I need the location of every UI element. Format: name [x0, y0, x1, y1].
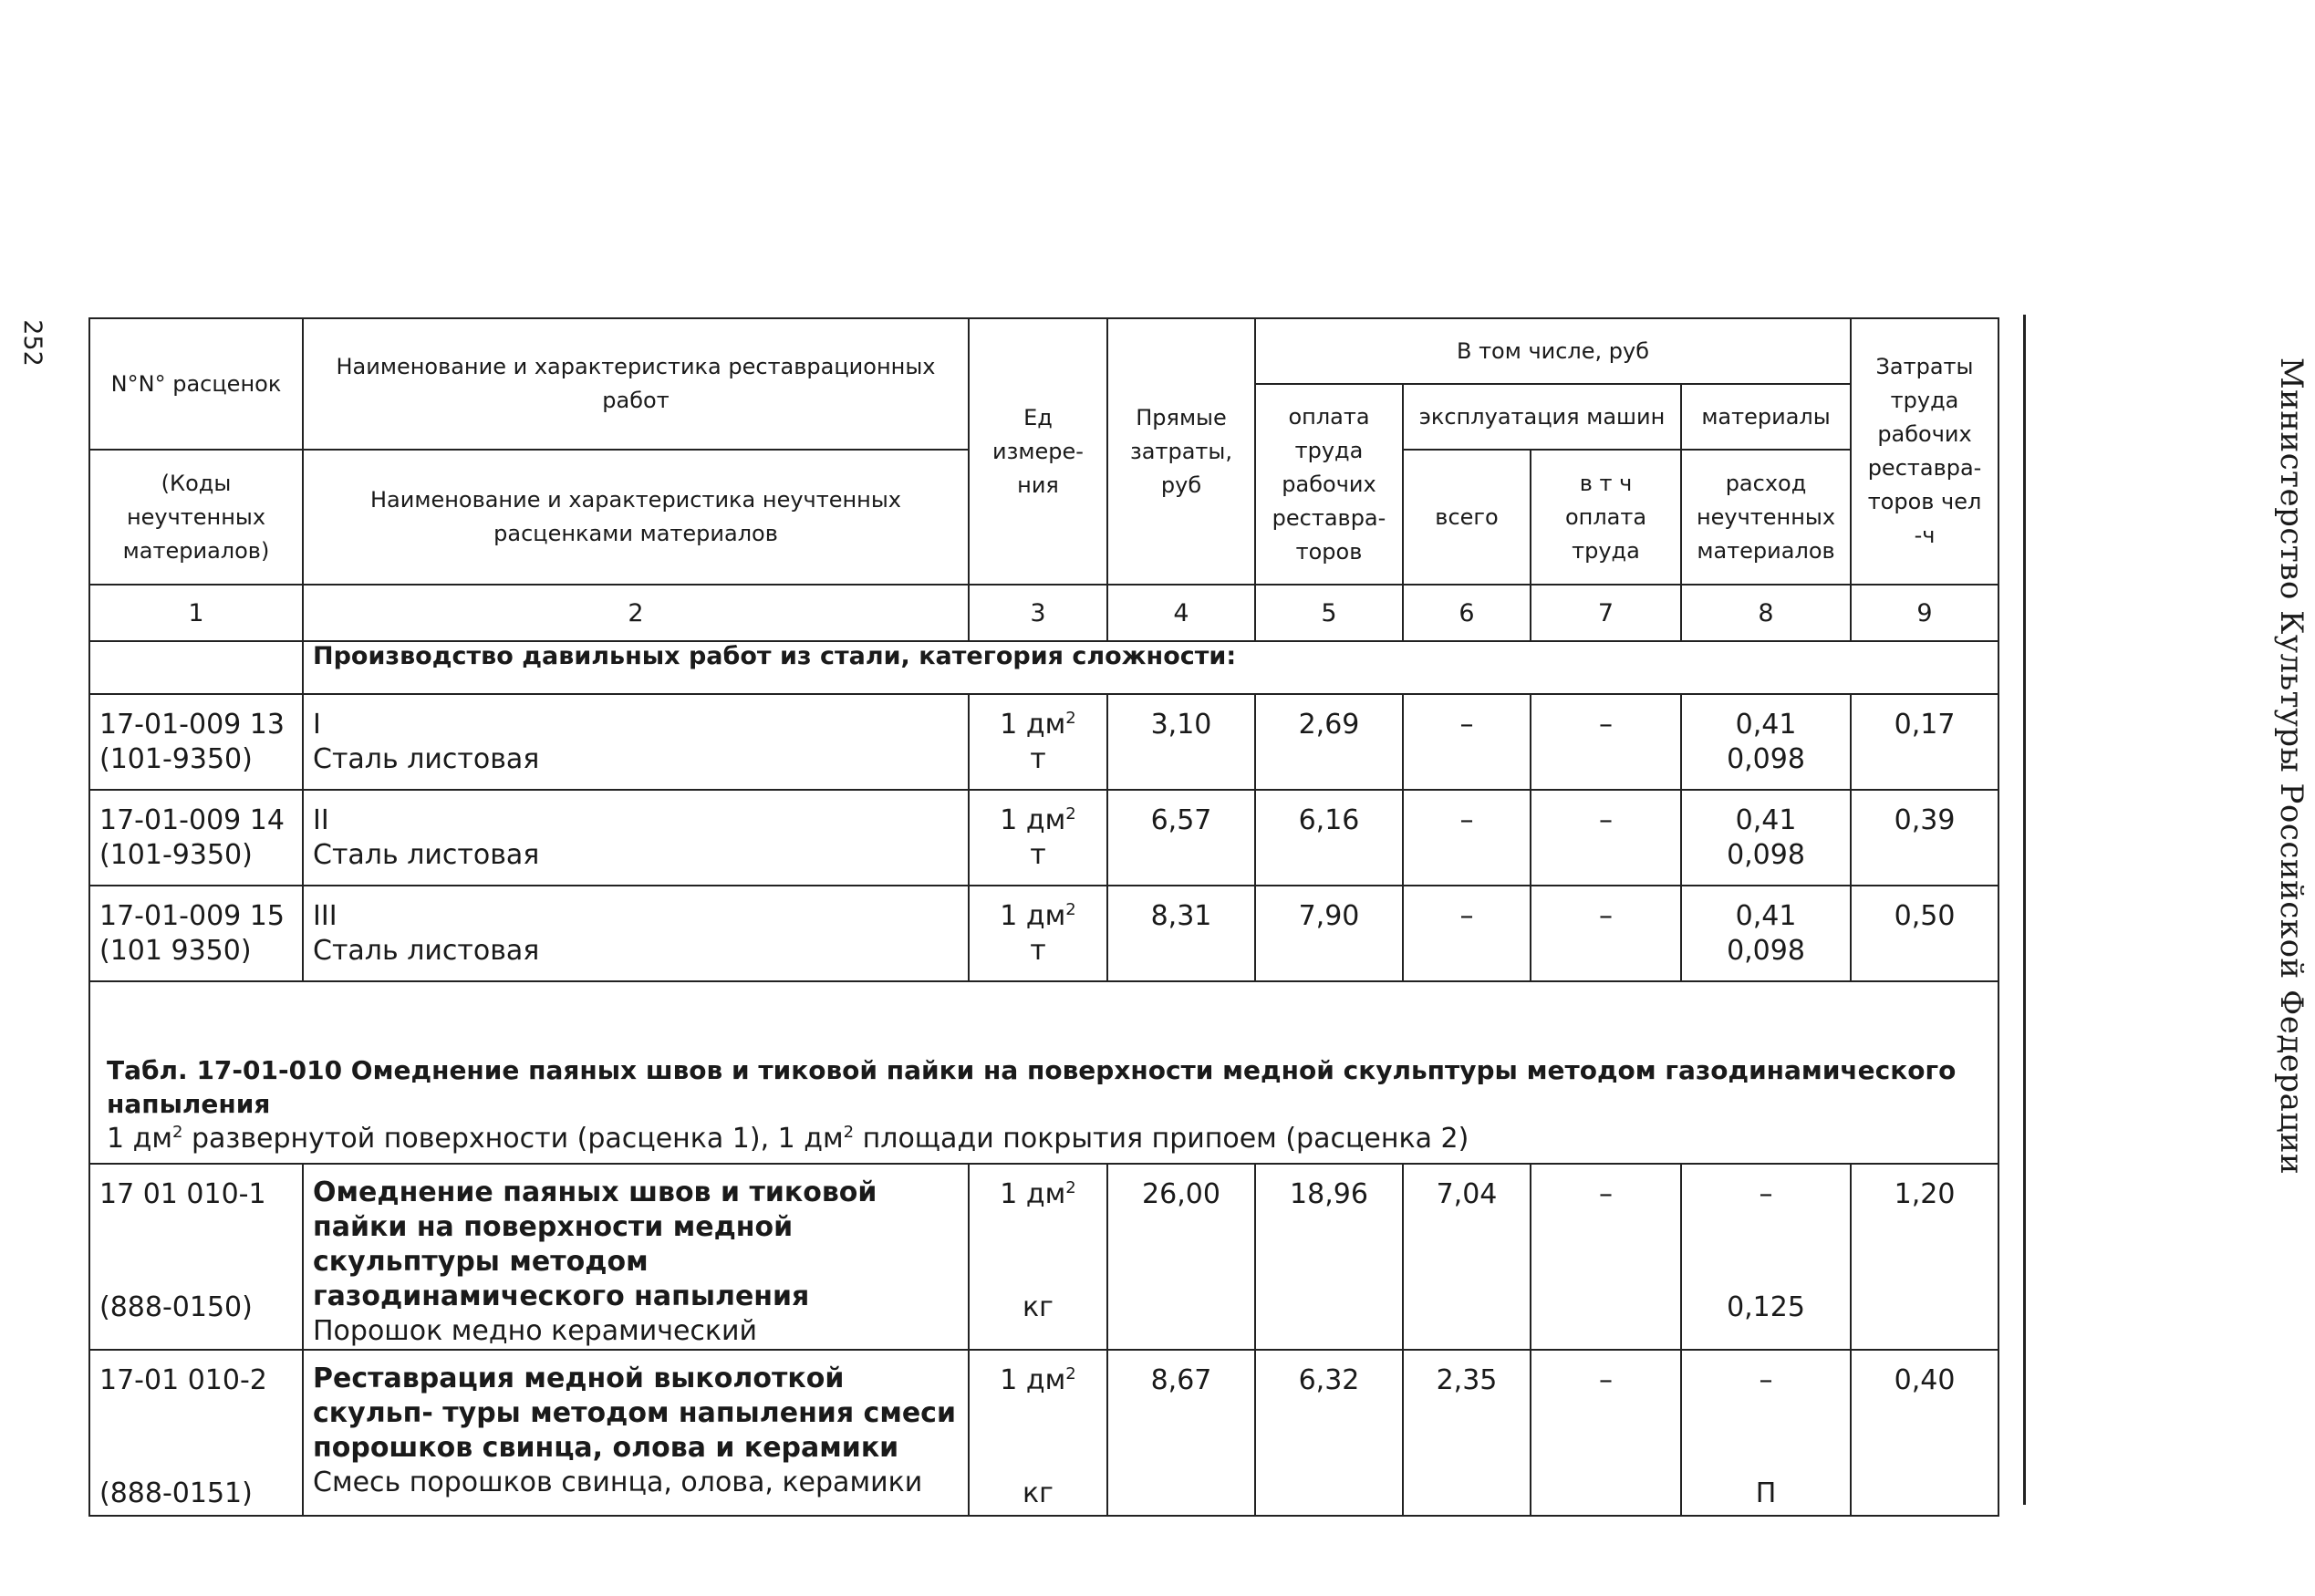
labor-hours: 0,40: [1851, 1350, 1998, 1516]
rate-code: 17-01-009 15: [99, 900, 285, 932]
material-code: (101 9350): [99, 935, 252, 967]
column-number: 1: [89, 585, 303, 641]
rate-name-cell: [303, 790, 969, 886]
material-quantity: 0,098: [1727, 935, 1805, 967]
material-quantity: 0,098: [1727, 743, 1805, 775]
header-materials: материалы: [1681, 384, 1851, 450]
header-including: В том числе, руб: [1255, 318, 1851, 384]
running-head: Министерство Культуры Российской Федерации: [2273, 357, 2310, 1176]
header-work-name: Наименование и характеристика реставрационных работ: [303, 318, 969, 450]
material-unit: т: [1030, 839, 1046, 871]
rate-name-cell: [303, 1164, 969, 1350]
measure-unit-1: 1 дм: [107, 1123, 172, 1155]
direct-costs: 6,57: [1107, 790, 1255, 886]
labor-pay: 6,16: [1255, 790, 1403, 886]
materials-cell: [1681, 886, 1851, 981]
machines-total: 7,04: [1403, 1164, 1531, 1350]
measure-description-1: развернутой поверхности (расценка 1), 1 дм: [182, 1123, 844, 1155]
machines-total: –: [1403, 694, 1531, 790]
table-heading-row: [89, 981, 1998, 1164]
labor-hours: 0,39: [1851, 790, 1998, 886]
labor-pay: 7,90: [1255, 886, 1403, 981]
header-machines-total: всего: [1403, 450, 1531, 585]
labor-hours: 1,20: [1851, 1164, 1998, 1350]
header-rate-number: N°N° расценок: [89, 318, 303, 450]
material-name: Порошок медно керамический: [313, 1315, 758, 1347]
section-row: [89, 641, 1998, 694]
unit: 1 дм: [1000, 1178, 1066, 1210]
measure-description-2: площади покрытия припоем (расценка 2): [854, 1123, 1469, 1155]
header-material-consumption: расход неучтенных материалов: [1681, 450, 1851, 585]
labor-pay: 2,69: [1255, 694, 1403, 790]
section-empty-cell: [89, 641, 303, 694]
complexity-category: III: [313, 900, 337, 932]
machines-labor: –: [1531, 694, 1681, 790]
column-number: 9: [1851, 585, 1998, 641]
material-unit: кг: [1023, 1477, 1054, 1509]
rate-name-cell: [303, 694, 969, 790]
material-code: (101-9350): [99, 743, 253, 775]
materials-cost: 0,41: [1735, 804, 1797, 836]
rate-row: [89, 1350, 1998, 1516]
unit-cell: [969, 1164, 1107, 1350]
rate-row: [89, 886, 1998, 981]
labor-hours: 0,50: [1851, 886, 1998, 981]
rates-table: [88, 317, 1999, 1517]
materials-cost: 0,41: [1735, 709, 1797, 741]
materials-cost: –: [1759, 1364, 1773, 1396]
rate-code-cell: [89, 790, 303, 886]
column-number: 6: [1403, 585, 1531, 641]
rate-code-cell: [89, 1350, 303, 1516]
unit-cell: [969, 694, 1107, 790]
materials-cell: [1681, 790, 1851, 886]
material-quantity: П: [1755, 1477, 1777, 1509]
column-number: 7: [1531, 585, 1681, 641]
column-number: 8: [1681, 585, 1851, 641]
column-number: 5: [1255, 585, 1403, 641]
material-code: (101-9350): [99, 839, 253, 871]
header-machines: эксплуатация машин: [1403, 384, 1681, 450]
materials-cell: [1681, 694, 1851, 790]
table-heading-title: Табл. 17-01-010 Омеднение паяных швов и тиковой пайки на поверхности медной скульптуры методом газодинамического напыления: [107, 1055, 1957, 1119]
materials-cell: [1681, 1164, 1851, 1350]
unit-cell: [969, 790, 1107, 886]
rate-row: [89, 694, 1998, 790]
material-name: Смесь порошков свинца, олова, керамики: [313, 1466, 923, 1498]
table-heading-units: [107, 1121, 1981, 1157]
unit-exponent: 2: [1065, 804, 1076, 824]
column-number: 3: [969, 585, 1107, 641]
labor-hours: 0,17: [1851, 694, 1998, 790]
unit-exponent: 2: [843, 1123, 855, 1142]
machines-total: –: [1403, 790, 1531, 886]
unit-exponent: 2: [172, 1123, 183, 1142]
machines-labor: –: [1531, 1350, 1681, 1516]
machines-labor: –: [1531, 886, 1681, 981]
labor-pay: 18,96: [1255, 1164, 1403, 1350]
material-quantity: 0,125: [1727, 1291, 1805, 1323]
header-row-1: [89, 318, 1998, 384]
section-title: Производство давильных работ из стали, категория сложности:: [303, 641, 1998, 694]
machines-total: –: [1403, 886, 1531, 981]
complexity-category: II: [313, 804, 329, 836]
unit: 1 дм: [1000, 804, 1066, 836]
header-labor-pay: оплата труда рабочих реставра- торов: [1255, 384, 1403, 585]
work-name: Омеднение паяных швов и тиковой пайки на поверхности медной скульптуры методом газодинамического напыления: [313, 1176, 877, 1312]
column-number: 4: [1107, 585, 1255, 641]
complexity-category: I: [313, 709, 321, 741]
unit-exponent: 2: [1065, 1178, 1076, 1197]
unit: 1 дм: [1000, 709, 1066, 741]
direct-costs: 8,31: [1107, 886, 1255, 981]
material-unit: т: [1030, 743, 1046, 775]
rate-name-cell: [303, 1350, 969, 1516]
direct-costs: 8,67: [1107, 1350, 1255, 1516]
rate-row: [89, 790, 1998, 886]
header-material-codes: (Коды неучтенных материалов): [89, 450, 303, 585]
machines-labor: –: [1531, 790, 1681, 886]
rate-code: 17-01-009 13: [99, 709, 285, 741]
materials-cost: 0,41: [1735, 900, 1797, 932]
running-head-rule: [2023, 315, 2026, 1505]
unit-cell: [969, 886, 1107, 981]
machines-total: 2,35: [1403, 1350, 1531, 1516]
unit: 1 дм: [1000, 1364, 1066, 1396]
unit: 1 дм: [1000, 900, 1066, 932]
rate-row: [89, 1164, 1998, 1350]
column-number: 2: [303, 585, 969, 641]
column-numbers-row: [89, 585, 1998, 641]
rate-code-cell: [89, 1164, 303, 1350]
header-labor-hours: Затраты труда рабочих реставра- торов чел -ч: [1851, 318, 1998, 585]
header-material-names: Наименование и характеристика неучтенных расценками материалов: [303, 450, 969, 585]
material-name: Сталь листовая: [313, 743, 540, 775]
materials-cost: –: [1759, 1178, 1773, 1210]
material-code: (888-0151): [99, 1477, 253, 1509]
machines-labor: –: [1531, 1164, 1681, 1350]
direct-costs: 26,00: [1107, 1164, 1255, 1350]
material-unit: кг: [1023, 1291, 1054, 1323]
rate-code: 17-01-009 14: [99, 804, 285, 836]
rate-code-cell: [89, 886, 303, 981]
materials-cell: [1681, 1350, 1851, 1516]
header-machines-labor: в т ч оплата труда: [1531, 450, 1681, 585]
rate-code-cell: [89, 694, 303, 790]
material-name: Сталь листовая: [313, 839, 540, 871]
labor-pay: 6,32: [1255, 1350, 1403, 1516]
unit-cell: [969, 1350, 1107, 1516]
rate-code: 17-01 010-2: [99, 1364, 267, 1396]
material-code: (888-0150): [99, 1291, 253, 1323]
material-unit: т: [1030, 935, 1046, 967]
material-quantity: 0,098: [1727, 839, 1805, 871]
unit-exponent: 2: [1065, 709, 1076, 728]
direct-costs: 3,10: [1107, 694, 1255, 790]
table-heading-cell: [89, 981, 1998, 1164]
header-direct-costs: Прямые затраты, руб: [1107, 318, 1255, 585]
material-name: Сталь листовая: [313, 935, 540, 967]
page-number: 252: [18, 319, 47, 367]
unit-exponent: 2: [1065, 900, 1076, 919]
work-name: Реставрация медной выколоткой скульп- туры методом напыления смеси порошков свинца, олова и керамики: [313, 1363, 956, 1464]
rate-code: 17 01 010-1: [99, 1178, 266, 1210]
rate-name-cell: [303, 886, 969, 981]
header-unit: Ед измере- ния: [969, 318, 1107, 585]
unit-exponent: 2: [1065, 1364, 1076, 1384]
